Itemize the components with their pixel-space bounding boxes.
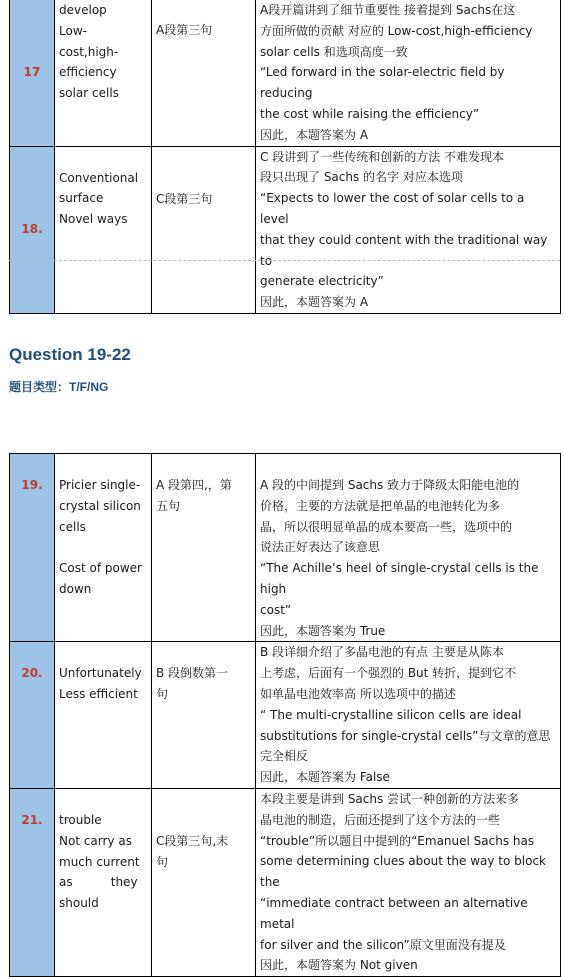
answer-cell: A段开篇讲到了细节重要性 接着提到 Sachs在这 方面所做的贡献 对应的 Low-cost,high-efficiency solar cells 和选项高度一致 “Led forward in the solar-electric field by reducing the cost while raising the efficiency” 因此，本题答案为 A	[256, 0, 561, 146]
question-type-label: 题目类型：T/F/NG	[9, 380, 109, 394]
answer-cell: C 段讲到了一些传统和创新的方法 不难发现本 段只出现了 Sachs 的名字 对应本选项 “Expects to lower the cost of solar cells to a level that they could content with the traditional way to generate electricity” 因此，本题答案为 A	[256, 146, 561, 313]
location-cell: C段第三句,末 句	[152, 788, 256, 976]
answer-cell: B 段详细介绍了多晶电池的有点 主要是从陈本 上考虑，后面有一个强烈的 But 转折，提到它不 如单晶电池效率高 所以选项中的描述 “ The multi-crystalline silicon cells are ideal substitutions for single-crystal cells”与文章的意思 完全相反 因此，本题答案为 False	[256, 642, 561, 789]
table-row	[10, 642, 561, 789]
question-number: 17	[10, 0, 55, 146]
question-number: 18.	[10, 146, 55, 313]
question-number: 21.	[10, 788, 55, 976]
answer-cell: 本段主要是讲到 Sachs 尝试一种创新的方法来多 晶电池的制造，后面还提到了这个方法的一些 “trouble”所以题目中提到的“Emanuel Sachs has some determining clues about the way to block the “immediate contract between an alternative metal for silver and the silicon”原文里面没有提及 因此，本题答案为 Not given	[256, 788, 561, 976]
keywords-cell: trouble Not carry as much current as they should	[55, 788, 152, 976]
table-row	[10, 146, 561, 313]
table-row	[10, 788, 561, 976]
keywords-cell: Unfortunately Less efficient	[55, 642, 152, 789]
table-row	[10, 0, 561, 146]
section-title: Question 19-22	[9, 345, 131, 364]
location-cell: A 段第四,，第 五句	[152, 454, 256, 642]
keywords-cell: Pricier single- crystal silicon cells Cost of power down	[55, 454, 152, 642]
keywords-cell: Conventional surface Novel ways	[55, 146, 152, 313]
question-number: 20.	[10, 642, 55, 789]
answer-table-part1	[9, 0, 561, 314]
question-number: 19.	[10, 454, 55, 642]
location-cell: A段第三句	[152, 0, 256, 146]
keywords-cell: develop Low- cost,high- efficiency solar cells	[55, 0, 152, 146]
answer-cell: A 段的中间提到 Sachs 致力于降级太阳能电池的 价格，主要的方法就是把单晶的电池转化为多 晶，所以很明显单晶的成本要高一些，选项中的 说法正好表达了该意思 “The Achille’s heel of single-crystal cells is the high cost” 因此，本题答案为 True	[256, 454, 561, 642]
location-cell: B 段倒数第一 句	[152, 642, 256, 789]
location-cell: C段第三句	[152, 146, 256, 313]
table-row	[10, 454, 561, 642]
answer-table-part2	[9, 453, 561, 977]
divider	[9, 260, 560, 261]
